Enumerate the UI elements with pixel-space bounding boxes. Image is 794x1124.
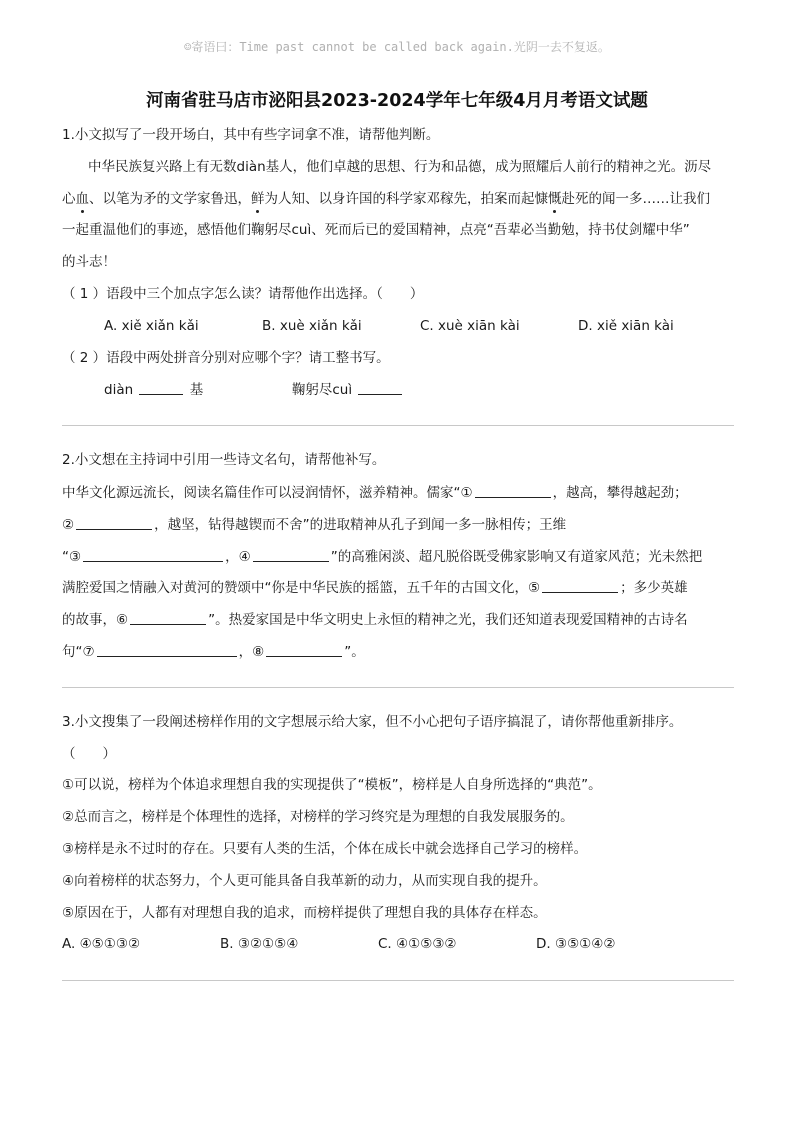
- q1-option-a[interactable]: A. xiě xiǎn kǎi: [104, 317, 199, 334]
- answer-blank-dian[interactable]: [139, 381, 183, 395]
- q1-passage-line-3: 一起重温他们的事迹，感悟他们鞠躬尽cuì、死而后已的爱国精神，点亮“吾辈必当勤勉，持书仗剑耀中华”: [62, 222, 690, 239]
- fill-label-ji: 基: [189, 382, 204, 399]
- answer-blank-6[interactable]: [130, 611, 206, 625]
- document-body: [62, 127, 734, 1007]
- q3-option-b[interactable]: B. ③②①⑤④: [220, 936, 299, 953]
- text-run: 心: [62, 190, 76, 207]
- text-run: ，⑧: [238, 643, 265, 660]
- answer-blank-cui[interactable]: [358, 381, 402, 395]
- text-run: ”。热爱家国是中华文明史上永恒的精神之光，我们还知道表现爱国精神的古诗名: [208, 612, 688, 629]
- q3-answer-paren[interactable]: （ ）: [62, 745, 116, 762]
- text-run: 赴死的闻一多……让我们: [561, 190, 710, 207]
- q3-sentence-2: ②总而言之，榜样是个体理性的选择，对榜样的学习终究是为理想的自我发展服务的。: [62, 809, 574, 826]
- answer-blank-8[interactable]: [266, 643, 342, 657]
- q2-stem: 2.小文想在主持词中引用一些诗文名句，请帮他补写。: [62, 452, 386, 469]
- q2-line-4: [62, 579, 734, 611]
- text-run: 的故事，⑥: [62, 612, 129, 629]
- q3-option-d[interactable]: D. ③⑤①④②: [536, 936, 616, 953]
- q2-line-6: [62, 643, 734, 675]
- text-run: ”的高雅闲淡、超凡脱俗既受佛家影响又有道家风范；光未然把: [330, 548, 703, 565]
- answer-blank-4[interactable]: [253, 548, 329, 562]
- answer-blank-2[interactable]: [76, 516, 152, 530]
- text-run: ，越高，攀得越起劲；: [552, 484, 688, 501]
- text-run: ”。: [344, 643, 365, 660]
- divider: [62, 980, 734, 981]
- answer-blank-5[interactable]: [542, 579, 618, 593]
- fill-label-dian: diàn: [104, 382, 134, 399]
- q3-option-c[interactable]: C. ④①⑤③②: [378, 936, 457, 953]
- q1-stem: 1.小文拟写了一段开场白，其中有些字词拿不准，请帮他判断。: [62, 127, 440, 143]
- text-run: “③: [62, 548, 82, 565]
- q2-line-5: [62, 611, 734, 643]
- page-title: 河南省驻马店市泌阳县2023-2024学年七年级4月月考语文试题: [146, 91, 648, 111]
- q1-option-b[interactable]: B. xuè xiǎn kǎi: [262, 317, 362, 334]
- q1-sub2: （ 2 ）语段中两处拼音分别对应哪个字？请工整书写。: [62, 349, 390, 366]
- q3-sentence-4: ④向着榜样的状态努力，个人更可能具备自我革新的动力，从而实现自我的提升。: [62, 872, 547, 889]
- text-run: ；多少英雄: [620, 580, 688, 597]
- q1-sub1: （ 1 ）语段中三个加点字怎么读？请帮他作出选择。（ ）: [62, 285, 424, 302]
- q2-line-2: [62, 516, 734, 548]
- answer-blank-1[interactable]: [475, 484, 551, 498]
- q2-line-1: [62, 484, 734, 516]
- answer-blank-3[interactable]: [83, 548, 223, 562]
- q1-fill-line: [62, 381, 734, 413]
- text-run: 、以笔为矛的文学家鲁迅，: [89, 190, 251, 207]
- text-run: 中华文化源远流长，阅读名篇佳作可以浸润情怀，滋养精神。儒家“①: [62, 484, 473, 501]
- text-run: ②: [62, 516, 75, 533]
- text-run: 句“⑦: [62, 643, 95, 660]
- text-run: 为人知、以身许国的科学家邓稼先，拍案而起慷: [264, 190, 548, 207]
- dotted-char-xian: 鲜: [251, 190, 265, 207]
- text-run: ，④: [225, 548, 251, 565]
- q1-passage-line-4: 的斗志！: [62, 254, 116, 271]
- q1-passage-line-2: [62, 191, 734, 223]
- header-motto: ☺寄语曰：Time past cannot be called back again.光阴一去不复返。: [184, 40, 610, 54]
- text-run: ，越坚，钻得越锲而不舍”的进取精神从孔子到闻一多一脉相传；王维: [154, 516, 567, 533]
- q3-sentence-5: ⑤原因在于，人都有对理想自我的追求，而榜样提供了理想自我的具体存在样态。: [62, 904, 547, 921]
- fill-label-cui: 鞠躬尽cuì: [291, 382, 353, 399]
- divider: [62, 687, 734, 688]
- q3-options: [62, 936, 734, 968]
- divider: [62, 425, 734, 426]
- q1-option-c[interactable]: C. xuè xiān kài: [420, 317, 520, 334]
- dotted-char-xue: 血: [75, 190, 89, 207]
- answer-blank-7[interactable]: [97, 643, 237, 657]
- q1-passage-line-1: 中华民族复兴路上有无数diàn基人，他们卓越的思想、行为和品德，成为照耀后人前行的精神之光。沥尽: [88, 158, 712, 175]
- text-run: 满腔爱国之情融入对黄河的赞颂中“你是中华民族的摇篮，五千年的古国文化，⑤: [62, 580, 541, 597]
- dotted-char-kai: 慨: [548, 190, 562, 207]
- q3-sentence-1: ①可以说，榜样为个体追求理想自我的实现提供了“模板”，榜样是人自身所选择的“典范”。: [62, 777, 602, 794]
- q3-sentence-3: ③榜样是永不过时的存在。只要有人类的生活，个体在成长中就会选择自己学习的榜样。: [62, 840, 588, 857]
- q1-options: [62, 318, 734, 350]
- q1-option-d[interactable]: D. xiě xiān kài: [578, 317, 674, 334]
- q3-stem: 3.小文搜集了一段阐述榜样作用的文字想展示给大家，但不小心把句子语序搞混了，请你帮他重新排序。: [62, 713, 683, 730]
- q2-line-3: [62, 548, 734, 580]
- q3-option-a[interactable]: A. ④⑤①③②: [62, 936, 141, 953]
